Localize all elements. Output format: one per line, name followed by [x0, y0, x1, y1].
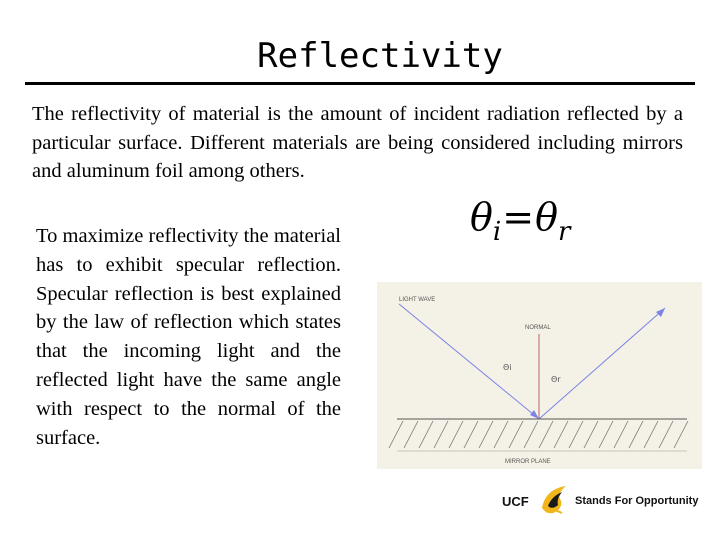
title-underline [25, 82, 695, 85]
light-wave-label: LIGHT WAVE [399, 297, 436, 303]
reflection-diagram [377, 282, 702, 469]
normal-label: NORMAL [525, 325, 551, 331]
theta-r-label: Θr [551, 375, 561, 384]
law-of-reflection-formula [470, 195, 571, 247]
theta-r-symbol: θ [535, 195, 558, 239]
ucf-footer-logo [502, 482, 702, 520]
ucf-wordmark: UCF [502, 494, 529, 509]
pegasus-icon [536, 482, 572, 518]
ucf-tagline: Stands For Opportunity [575, 495, 699, 507]
mirror-plane-label: MIRROR PLANE [505, 459, 551, 465]
theta-r-subscript: r [557, 217, 571, 247]
intro-paragraph: The reflectivity of material is the amount of incident radiation reflected by a particular surface. Different materials are being considered including mirrors and aluminum foil among others. [32, 103, 683, 182]
theta-i-label: Θi [503, 363, 512, 372]
body-paragraph: To maximize reflectivity the material has to exhibit specular reflection. Specular reflection is best explained by the law of reflection which states that the incoming light and the reflected light have the same angle with respect to the normal of the surface. [36, 225, 341, 449]
theta-i-subscript: i [492, 217, 502, 247]
slide-title: Reflectivity [257, 36, 503, 76]
equals-sign: = [502, 195, 535, 239]
theta-i-symbol: θ [470, 195, 493, 239]
